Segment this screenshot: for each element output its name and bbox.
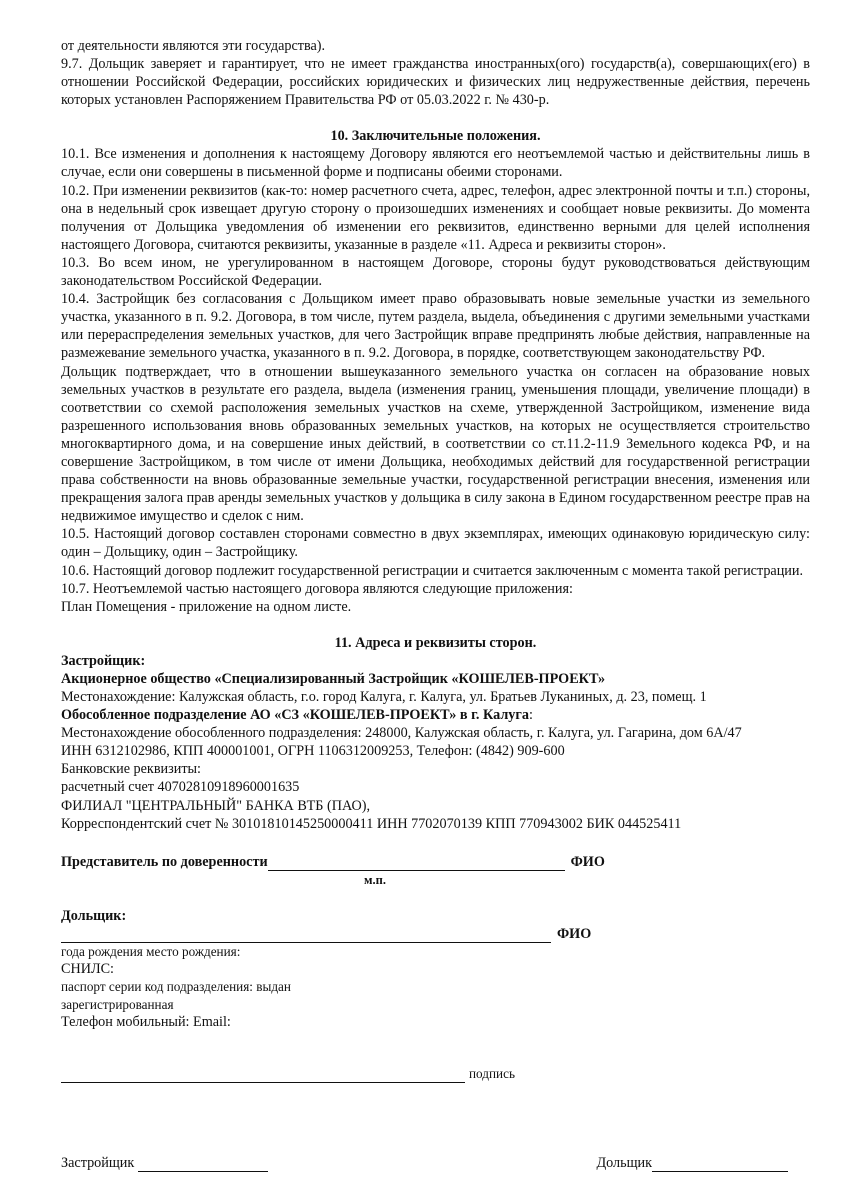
shareholder-fio-field[interactable] — [61, 928, 551, 943]
correspondent-account: Корреспондентский счет № 30101810145250000411 ИНН 7702070139 КПП 770943002 БИК 044525411 — [61, 815, 682, 832]
shareholder-fio-line — [61, 925, 810, 943]
branch-location: Местонахождение обособленного подразделения: 248000, Калужская область, г. Калуга, ул. Гагарина, дом 6А/47 — [61, 725, 742, 742]
spacer — [61, 109, 810, 127]
birth-info: года рождения место рождения: — [61, 943, 241, 959]
representative-signature-field[interactable] — [268, 856, 565, 871]
paragraph-continuation: от деятельности являются эти государства). — [61, 38, 326, 54]
spacer — [61, 833, 810, 851]
footer-shareholder-label: Дольщик — [596, 1155, 652, 1171]
paragraph-10-1: 10.1. Все изменения и дополнения к настоящему Договору являются его неотъемлемой частью и действительны лишь в случае, если они совершены в письменной форме и подписаны обеими сторонами. — [61, 146, 810, 181]
shareholder-signature-field[interactable] — [61, 1068, 465, 1083]
spacer — [61, 889, 810, 907]
developer-location: Местонахождение: Калужская область, г.о. город Калуга, г. Калуга, ул. Братьев Луканиных, д. 23, помещ. 1 — [61, 689, 707, 705]
developer-company-name: Акционерное общество «Специализированный Застройщик «КОШЕЛЕВ-ПРОЕКТ» — [61, 670, 606, 687]
branch-name: Обособленное подразделение АО «СЗ «КОШЕЛЕВ-ПРОЕКТ» в г. Калуга — [61, 707, 529, 724]
stamp-label: м.п. — [364, 872, 386, 887]
footer-shareholder-signature-field[interactable] — [652, 1157, 788, 1172]
footer-developer-signature-field[interactable] — [138, 1157, 268, 1172]
section-11-title: 11. Адреса и реквизиты сторон. — [334, 634, 537, 651]
paragraph-10-7: 10.7. Неотъемлемой частью настоящего договора являются следующие приложения: — [61, 580, 573, 597]
paragraph-10-2: 10.2. При изменении реквизитов (как-то: номер расчетного счета, адрес, телефон, адрес электронной почты и т.п.) стороны, она в недельный срок извещает другую сторону о произошедших изменениях и сообщает новые реквизиты. До момента получения от Дольщика уведомления об изменении его реквизитов, единственно верными для целей исполнения настоящего Договора, считаются реквизиты, указанные в разделе «11. Адреса и реквизиты сторон». — [61, 182, 810, 253]
section-10-title: 10. Заключительные положения. — [330, 128, 541, 145]
representative-label: Представитель по доверенности — [61, 853, 268, 870]
signature-label: подпись — [469, 1066, 515, 1082]
spacer — [61, 616, 810, 634]
paragraph-10-6: 10.6. Настоящий договор подлежит государственной регистрации и считается заключенным с момента такой регистрации. — [61, 562, 804, 579]
paragraph-10-4: 10.4. Застройщик без согласования с Дольщиком имеет право образовывать новые земельные участки из земельного участка, указанного в п. 9.2. Договора, в том числе, путем раздела, выдела, объединения с другими земельными участками или перераспределения земельных участков, для чего Застройщик вправе предпринять любые действия, направленные на размежевание земельного участка, указанного в п. 9.2. Договора, в порядке, соответствующем законодательству РФ. — [61, 291, 810, 362]
branch-heading — [61, 706, 810, 724]
snils-field: СНИЛС: — [61, 961, 114, 978]
branch-colon: : — [528, 707, 533, 724]
paragraph-10-3: 10.3. Во всем ином, не урегулированном в настоящем Договоре, стороны будут руководствоваться действующим законодательством Российской Федерации. — [61, 254, 810, 290]
bank-details-label: Банковские реквизиты: — [61, 761, 201, 778]
page-footer — [61, 1154, 810, 1172]
representative-fio-label: ФИО — [570, 853, 605, 870]
settlement-account: расчетный счет 40702810918960001635 — [61, 779, 300, 796]
contacts-info: Телефон мобильный: Email: — [61, 1014, 231, 1031]
appendix-item: План Помещения - приложение на одном листе. — [61, 598, 352, 615]
footer-developer-signature — [61, 1154, 268, 1172]
shareholder-label: Дольщик: — [61, 907, 127, 924]
developer-ids: ИНН 6312102986, КПП 400001001, ОГРН 1106312009253, Телефон: (4842) 909-600 — [61, 743, 565, 760]
paragraph-10-5: 10.5. Настоящий договор составлен сторонами совместно в двух экземплярах, имеющих одинаковую юридическую силу: один – Дольщику, один – Застройщику. — [61, 526, 810, 561]
registration-info: зарегистрированная — [61, 996, 174, 1012]
footer-developer-label: Застройщик — [61, 1155, 135, 1171]
shareholder-signature-line — [61, 1065, 810, 1083]
developer-label: Застройщик: — [61, 652, 146, 669]
spacer — [61, 1031, 810, 1065]
document-page — [61, 37, 810, 1083]
passport-info: паспорт серии код подразделения: выдан — [61, 979, 291, 995]
representative-signature-line — [61, 853, 810, 871]
paragraph-9-7: 9.7. Дольщик заверяет и гарантирует, что не имеет гражданства иностранных(ого) государств(а), совершающих(его) в отношении Российской Федерации, российских юридических и физических лиц недружественные действия, перечень которых установлен Распоряжением Правительства РФ от 05.03.2022 г. № 430-р. — [61, 56, 810, 109]
footer-shareholder-signature — [596, 1154, 788, 1172]
bank-name: ФИЛИАЛ "ЦЕНТРАЛЬНЫЙ" БАНКА ВТБ (ПАО), — [61, 797, 371, 814]
paragraph-consent: Дольщик подтверждает, что в отношении вышеуказанного земельного участка он согласен на образование новых земельных участков в результате его раздела, выдела (изменения границ, уменьшения площади, увеличение площади) в соответствии со схемой расположения земельных участков на схеме, утвержденной Застройщиком, изменение вида разрешенного использования вновь образованных земельных участков, на которых не осуществляется строительство многоквартирного дома, и на совершение иных действий, в соответствии со ст.11.2-11.9 Земельного кодекса РФ, и на совершение Застройщиком, в том числе от имени Дольщика, необходимых действий для государственной регистрации права собственности на вновь образованные земельные участки, государственной регистрации внесения, изменения или прекращения залога прав аренды земельных участков у дольщика в силу закона в Едином государственном реестре прав на недвижимое имущество и сделок с ним. — [61, 363, 810, 525]
shareholder-fio-label: ФИО — [557, 925, 592, 942]
